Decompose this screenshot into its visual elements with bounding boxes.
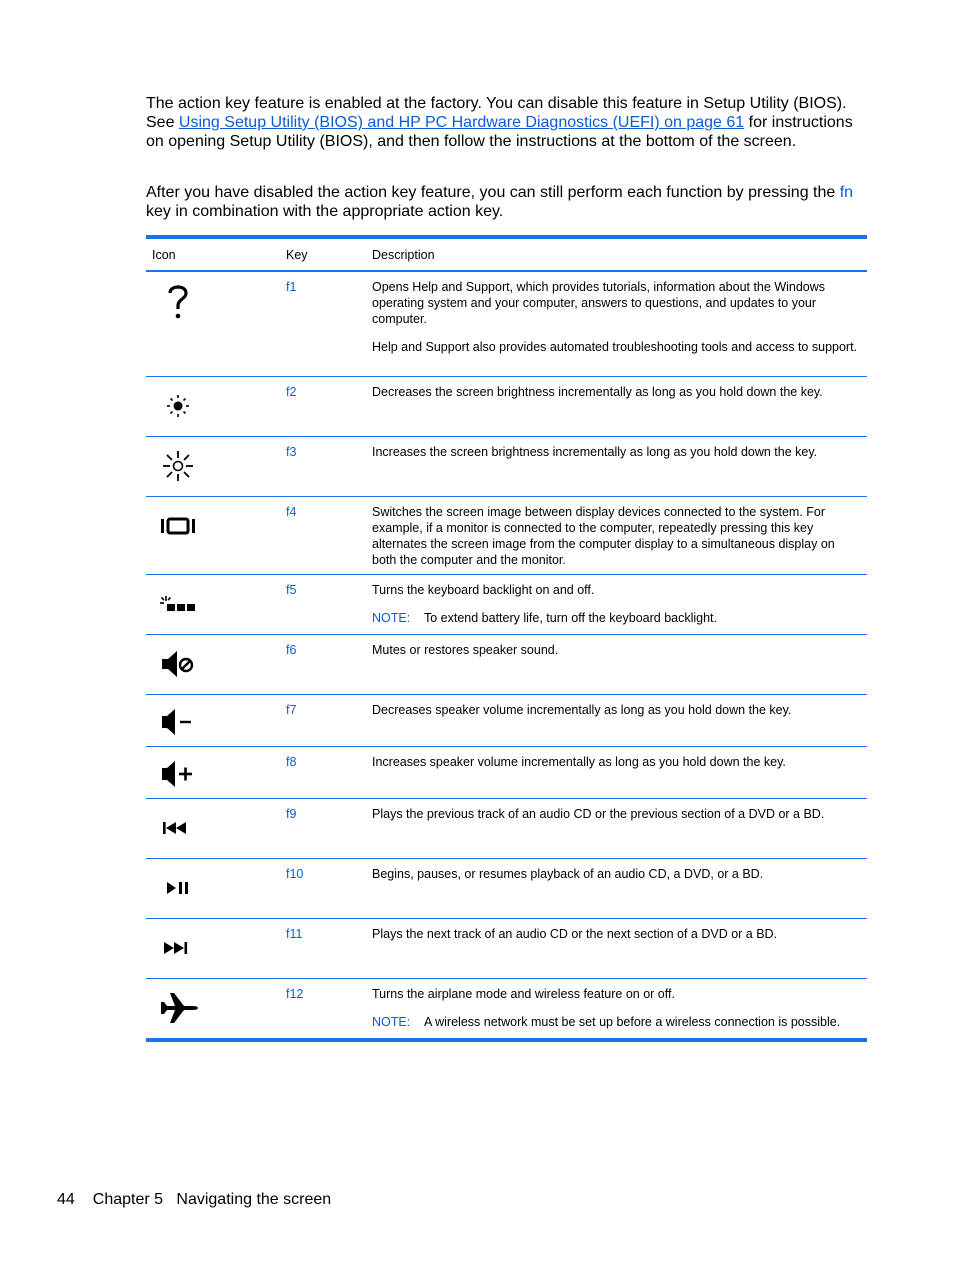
- play-pause-icon: [158, 868, 198, 908]
- description-text: Mutes or restores speaker sound.: [372, 642, 559, 657]
- key-f10: f10: [280, 858, 366, 918]
- key-f8: f8: [280, 746, 366, 798]
- description-text: Increases speaker volume incrementally as long as you hold down the key.: [372, 754, 786, 769]
- intro-text: for instructions on opening Setup Utility (BIOS), and then follow the instructions at the bottom of the screen.: [146, 114, 853, 150]
- display-switch-icon: [158, 506, 198, 546]
- key-f1: f1: [280, 271, 366, 376]
- table-row: [146, 918, 867, 978]
- table-row: [146, 271, 867, 376]
- table-row: [146, 574, 867, 634]
- key-f2: f2: [280, 376, 366, 436]
- key-f11: f11: [280, 918, 366, 978]
- table-row: [146, 694, 867, 746]
- table-row: [146, 496, 867, 574]
- description-text: Decreases the screen brightness incrementally as long as you hold down the key.: [372, 384, 823, 399]
- action-keys-table: [146, 235, 867, 1042]
- key-f12: f12: [280, 978, 366, 1040]
- brightness-up-icon: [158, 446, 198, 486]
- key-f6: f6: [280, 634, 366, 694]
- intro-paragraph-2: [146, 183, 858, 221]
- page-number: 44: [57, 1191, 75, 1208]
- note: [372, 610, 861, 626]
- intro-text: key in combination with the appropriate action key.: [146, 203, 504, 220]
- table-row: [146, 634, 867, 694]
- intro-text: After you have disabled the action key feature, you can still perform each function by pressing the: [146, 184, 840, 201]
- note-label: NOTE:: [372, 1014, 411, 1029]
- setup-utility-link[interactable]: Using Setup Utility (BIOS) and HP PC Hardware Diagnostics (UEFI) on page 61: [178, 114, 745, 131]
- volume-up-icon: [158, 756, 198, 796]
- table-row: [146, 858, 867, 918]
- intro-text: The action key feature is enabled at the factory. You can disable this feature in Setup Utility (BIOS). See: [146, 95, 847, 131]
- key-f3: f3: [280, 436, 366, 496]
- description-text: Decreases speaker volume incrementally as long as you hold down the key.: [372, 702, 792, 717]
- page-footer: [57, 1190, 331, 1210]
- intro-paragraph-1: [146, 94, 858, 151]
- note-text: A wireless network must be set up before a wireless connection is possible.: [424, 1014, 841, 1029]
- description-text: Plays the previous track of an audio CD or the previous section of a DVD or a BD.: [372, 806, 825, 821]
- description-text: Switches the screen image between display devices connected to the system. For example, if a monitor is connected to the computer, repeatedly pressing this key alternates the screen image from the computer display to a simultaneous display on both the computer and the monitor.: [372, 504, 835, 567]
- chapter-title: Chapter 5 Navigating the screen: [92, 1191, 332, 1208]
- description-text: Turns the airplane mode and wireless feature on or off.: [372, 986, 675, 1001]
- help-icon: [158, 281, 198, 321]
- fn-key-text: fn: [839, 184, 854, 201]
- volume-down-icon: [158, 704, 198, 744]
- table-header-row: [146, 237, 867, 271]
- speaker-mute-icon: [158, 644, 198, 684]
- description-column-header: Description: [366, 237, 867, 271]
- previous-track-icon: [158, 808, 198, 848]
- key-f5: f5: [280, 574, 366, 634]
- airplane-mode-icon: [158, 988, 198, 1028]
- table-row: [146, 798, 867, 858]
- note-label: NOTE:: [372, 610, 411, 625]
- table-row: [146, 436, 867, 496]
- note: [372, 1014, 861, 1030]
- keyboard-backlight-icon: [158, 584, 198, 624]
- description-text: Turns the keyboard backlight on and off.: [372, 582, 595, 597]
- key-f9: f9: [280, 798, 366, 858]
- icon-column-header: Icon: [146, 237, 280, 271]
- next-track-icon: [158, 928, 198, 968]
- description-text: Plays the next track of an audio CD or the next section of a DVD or a BD.: [372, 926, 778, 941]
- description-text: Increases the screen brightness incrementally as long as you hold down the key.: [372, 444, 818, 459]
- description-text: Opens Help and Support, which provides tutorials, information about the Windows operating system and your computer, answers to questions, and updates to your computer.: [372, 280, 826, 326]
- table-row: [146, 376, 867, 436]
- key-f7: f7: [280, 694, 366, 746]
- brightness-down-icon: [158, 386, 198, 426]
- table-row: [146, 746, 867, 798]
- key-f4: f4: [280, 496, 366, 574]
- description-text: Begins, pauses, or resumes playback of an audio CD, a DVD, or a BD.: [372, 866, 764, 881]
- table-row: [146, 978, 867, 1040]
- description-text: Help and Support also provides automated troubleshooting tools and access to support.: [372, 340, 858, 354]
- note-text: To extend battery life, turn off the keyboard backlight.: [424, 610, 717, 625]
- key-column-header: Key: [280, 237, 366, 271]
